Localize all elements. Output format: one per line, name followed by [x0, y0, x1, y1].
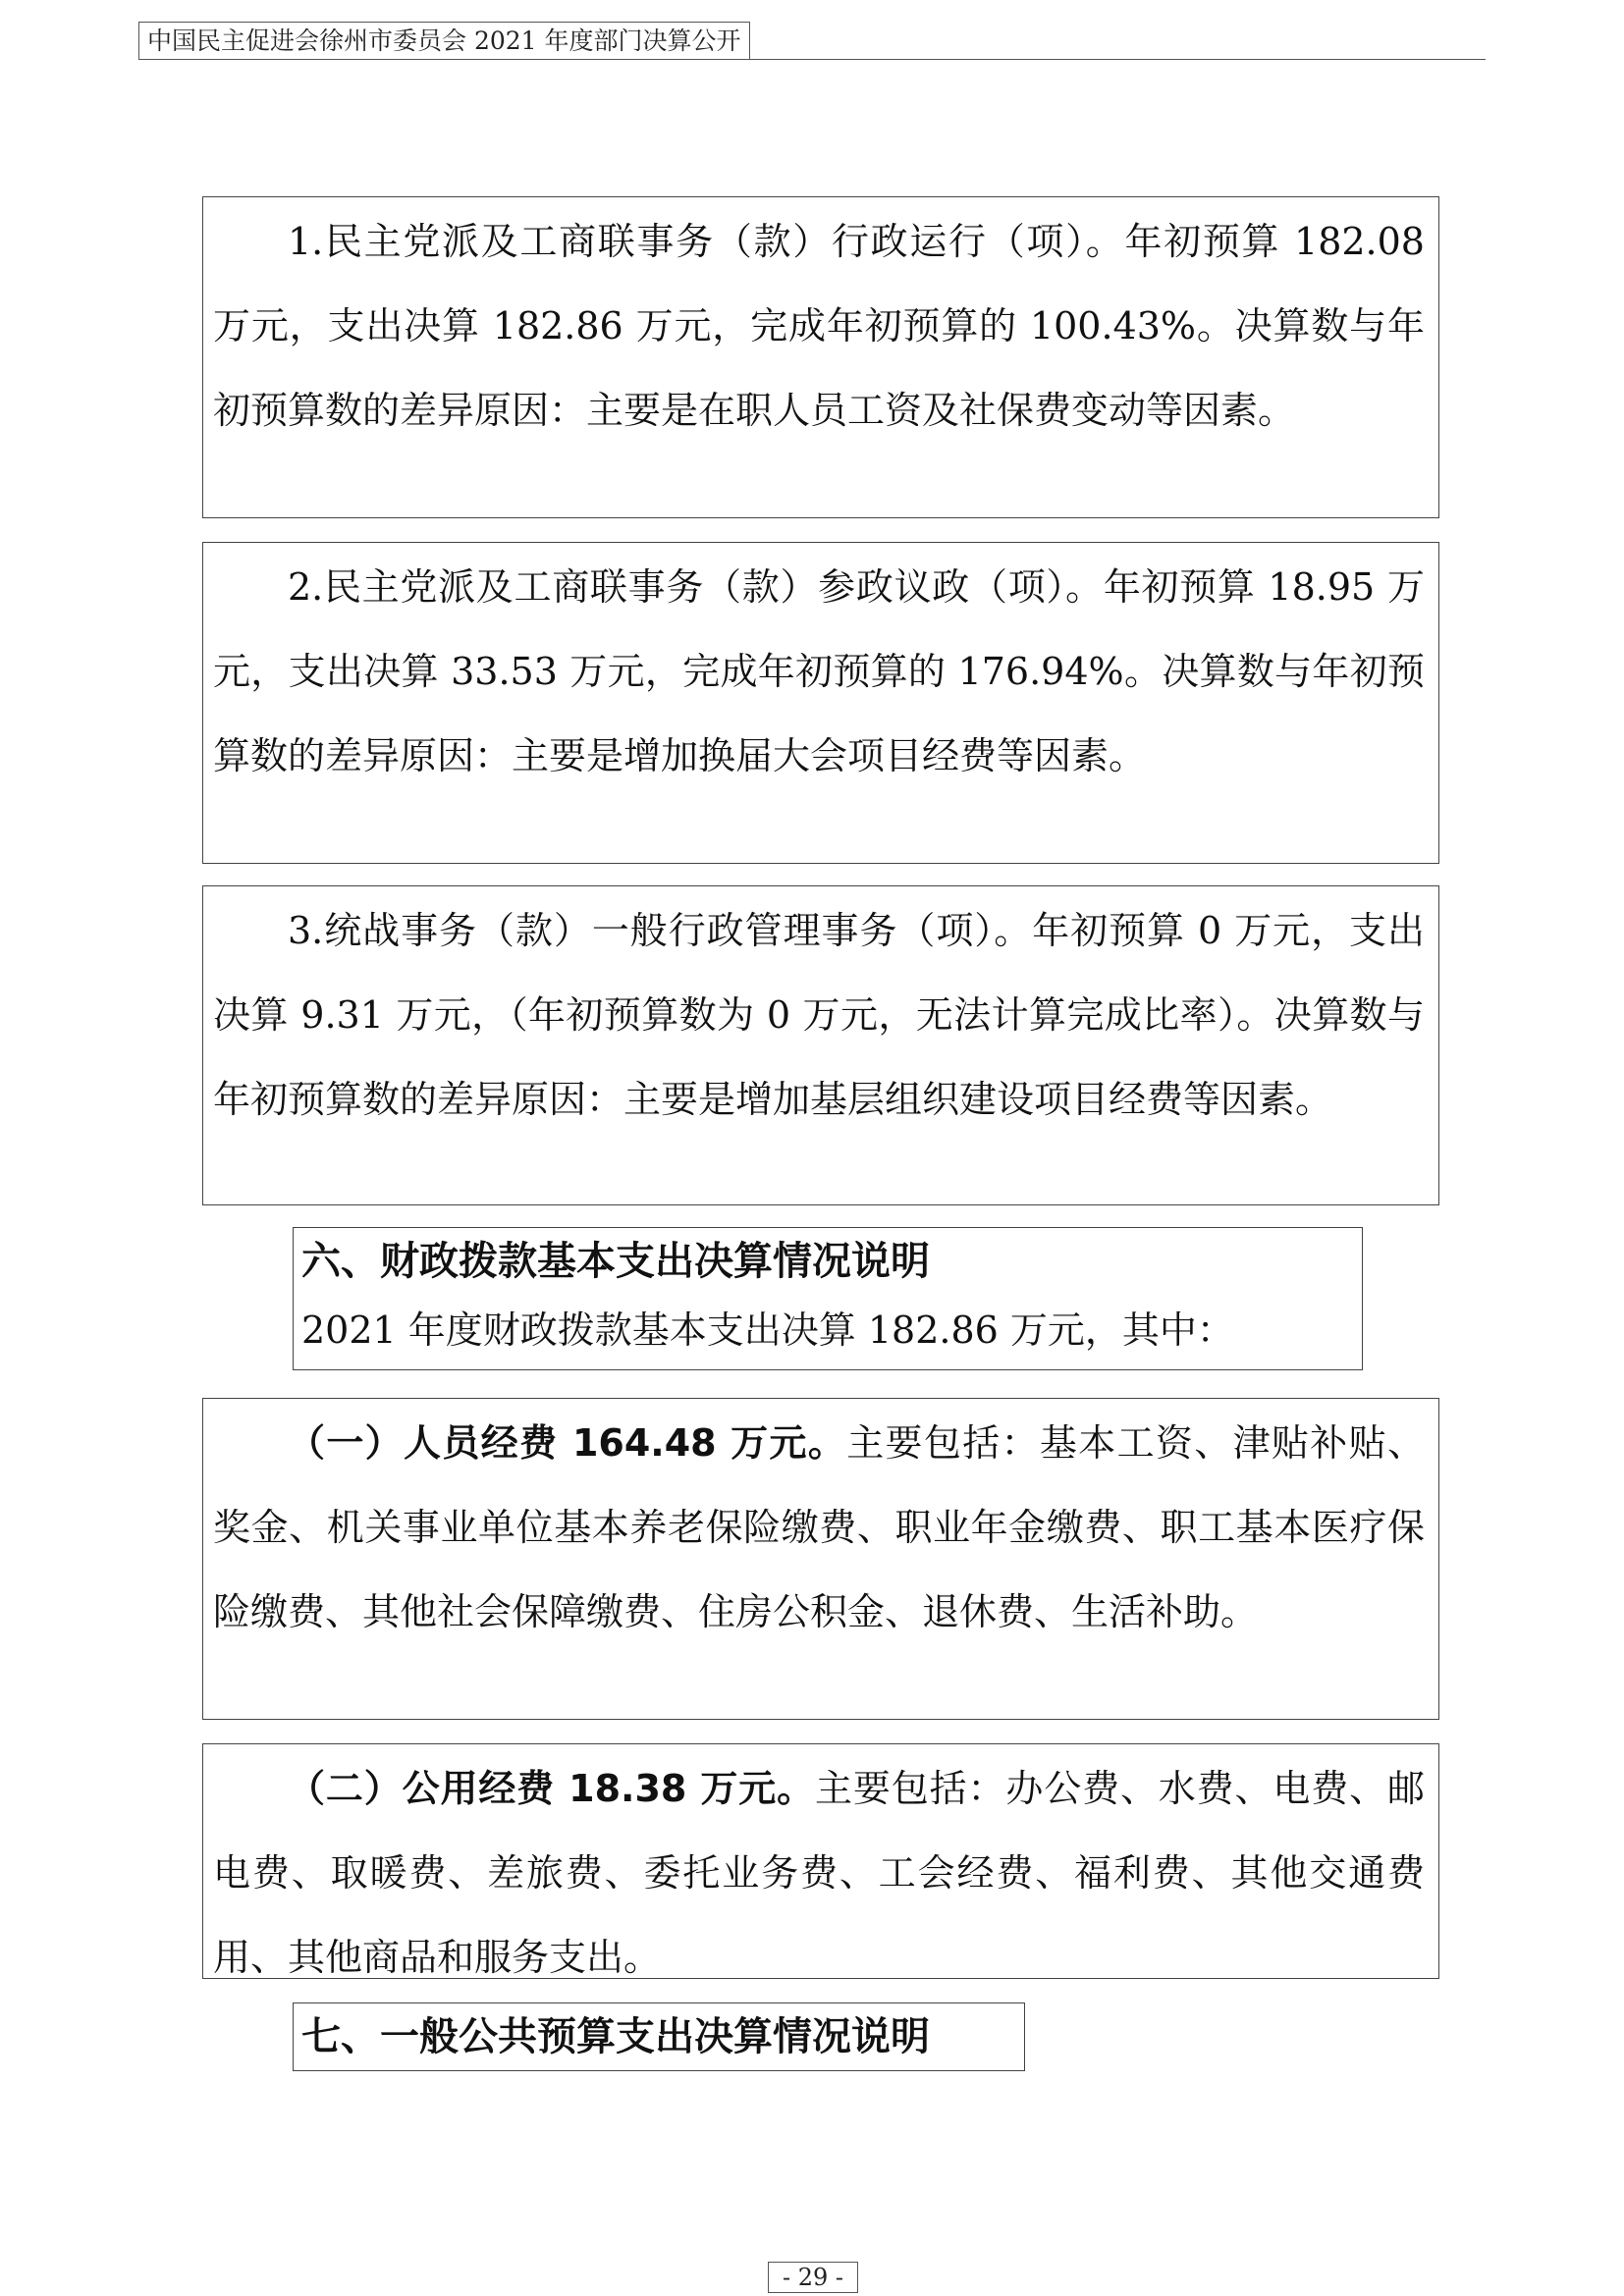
paragraph-item3: 3.统战事务（款）一般行政管理事务（项）。年初预算 0 万元，支出决算 9.31 万元，（年初预算数为 0 万元，无法计算完成比率）。决算数与年初预算数的差异原因：主要是增加基层组织建设项目经费等因素。 [213, 909, 1425, 1121]
paragraph-box-personnel [202, 1398, 1439, 1720]
personnel-lead: （一）人员经费 164.48 万元。 [288, 1421, 847, 1465]
section-box-7 [293, 2002, 1025, 2071]
section-heading-7: 七、一般公共预算支出决算情况说明 [301, 2014, 930, 2059]
public-lead: （二）公用经费 18.38 万元。 [288, 1767, 816, 1810]
paragraph-item1: 1.民主党派及工商联事务（款）行政运行（项）。年初预算 182.08 万元，支出决算 182.86 万元，完成年初预算的 100.43%。决算数与年初预算数的差异原因：主要是在职人员工资及社保费变动等因素。 [213, 220, 1425, 432]
page-number: - 29 - [768, 2262, 858, 2293]
paragraph-box-item1 [202, 196, 1439, 518]
personnel-text: 主要包括：基本工资、津贴补贴、奖金、机关事业单位基本养老保险缴费、职业年金缴费、职工基本医疗保险缴费、其他社会保障缴费、住房公积金、退休费、生活补助。 [213, 1421, 1425, 1633]
section-heading-6: 六、财政拨款基本支出决算情况说明 [301, 1239, 930, 1284]
public-text: 主要包括：办公费、水费、电费、邮电费、取暖费、差旅费、委托业务费、工会经费、福利费、其他交通费用、其他商品和服务支出。 [213, 1767, 1425, 1979]
section-box-6 [293, 1227, 1363, 1370]
paragraph-personnel [213, 1401, 1425, 1654]
paragraph-item2: 2.民主党派及工商联事务（款）参政议政（项）。年初预算 18.95 万元，支出决算 33.53 万元，完成年初预算的 176.94%。决算数与年初预算数的差异原因：主要是增加换届大会项目经费等因素。 [213, 565, 1425, 777]
paragraph-public [213, 1746, 1425, 2000]
header-rule [138, 59, 1486, 60]
document-header-title: 中国民主促进会徐州市委员会 2021 年度部门决算公开 [138, 22, 750, 60]
paragraph-box-item2 [202, 542, 1439, 864]
section-summary-6: 2021 年度财政拨款基本支出决算 182.86 万元，其中： [301, 1308, 1234, 1352]
paragraph-box-public [202, 1743, 1439, 1979]
paragraph-box-item3 [202, 885, 1439, 1205]
